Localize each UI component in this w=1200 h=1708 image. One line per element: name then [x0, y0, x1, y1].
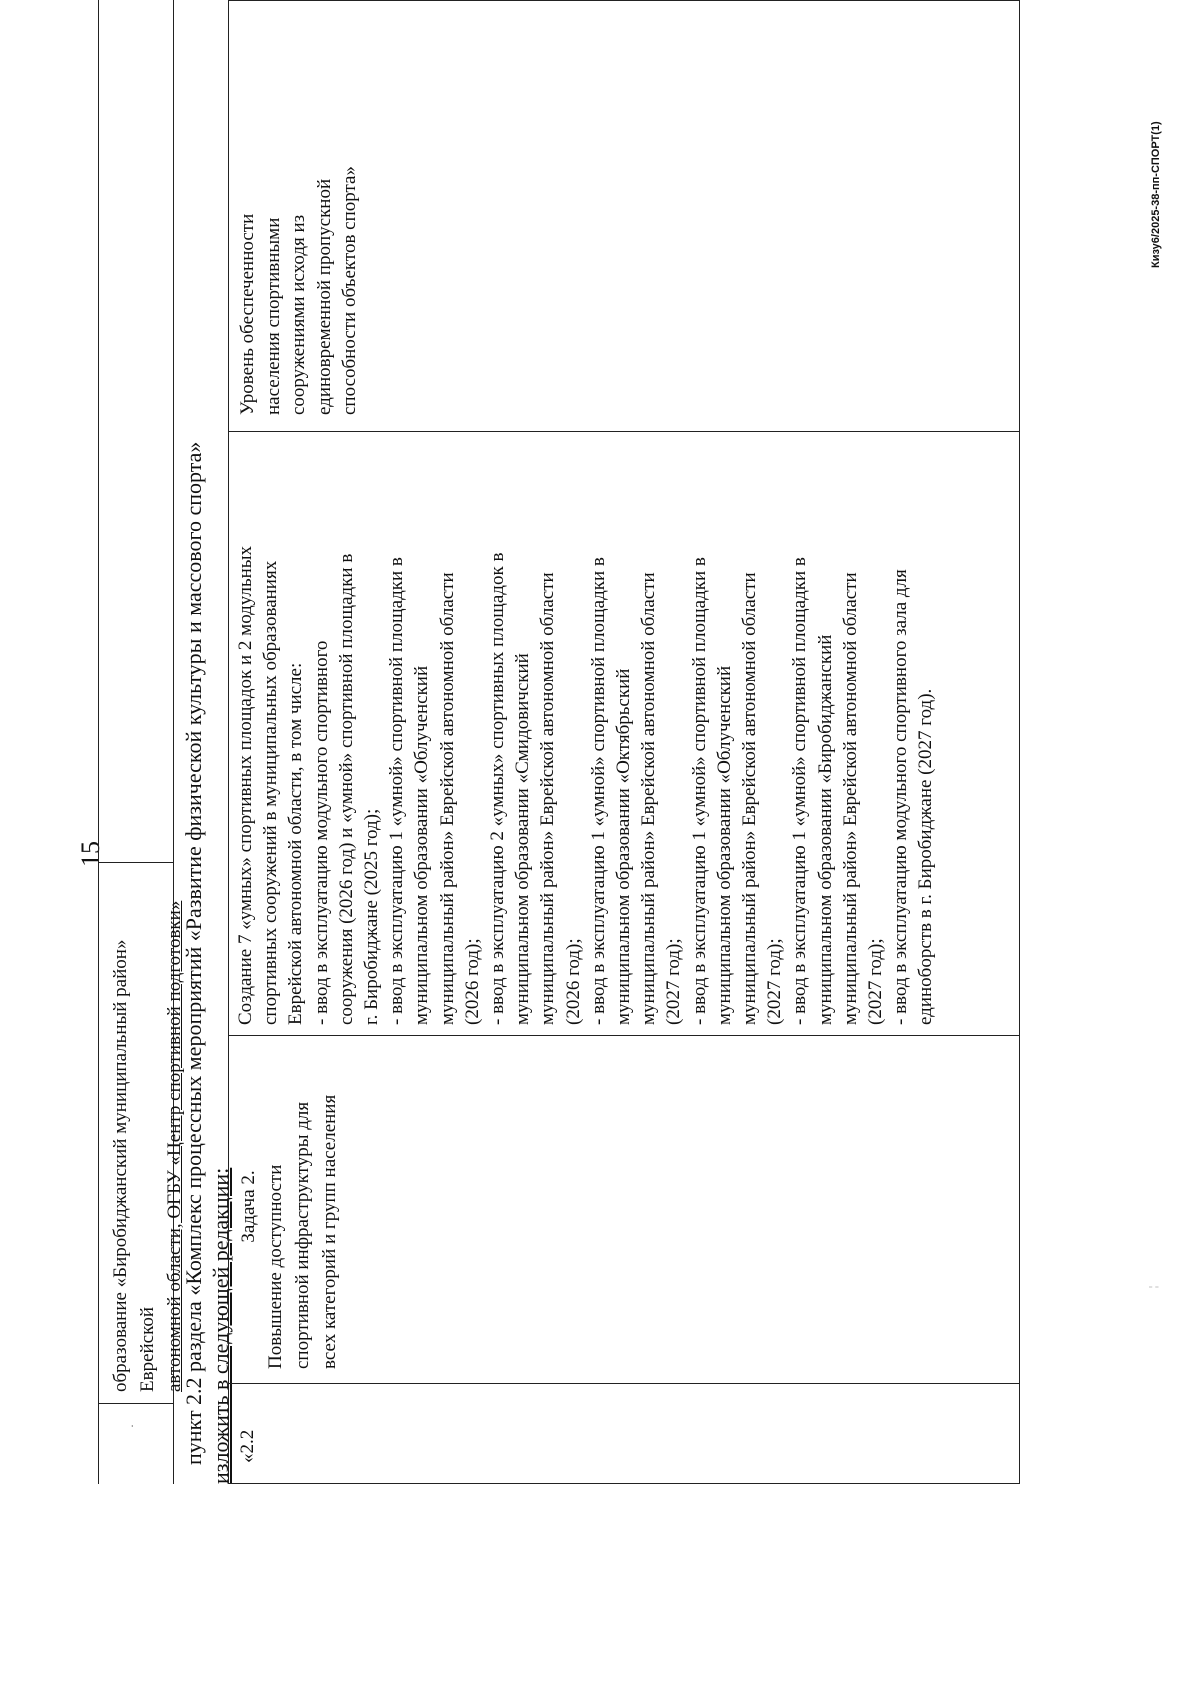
task-title: Задача 2.	[238, 1170, 259, 1243]
indicator-line: способности объектов спорта»	[339, 166, 360, 415]
executor-line-2: автономной области, ОГБУ «Центр спортивной подготовки»	[164, 900, 185, 1392]
activity-line: единоборств в г. Биробиджане (2027 год).	[915, 688, 937, 1025]
indicator-line: населения спортивными	[262, 217, 284, 415]
activity-line: (2027 год);	[663, 938, 685, 1025]
activity-line: (2026 год);	[461, 938, 483, 1025]
page-number: 15	[76, 841, 105, 867]
activity-line: - ввод в эксплуатацию 1 «умной» спортивной площадки в	[587, 557, 609, 1025]
scan-marks: ¦	[1148, 1285, 1159, 1288]
amendment-instruction: пункт 2.2 раздела «Комплекс процессных мероприятий «Развитие физической культуры и массового спорта»	[181, 441, 206, 1465]
indicator-line: Уровень обеспеченности	[237, 213, 258, 415]
activity-line: Создание 7 «умных» спортивных площадок и 2 модульных	[235, 545, 256, 1025]
continuation-empty-cell	[99, 0, 173, 862]
continuation-table	[98, 0, 185, 1484]
indicator-line: сооружениями исходя из	[288, 214, 309, 415]
task-description	[262, 1044, 343, 1369]
continuation-executor-cell	[99, 862, 185, 1404]
activity-line: г. Биробиджане (2025 год);	[361, 808, 383, 1025]
activity-line: - ввод в эксплуатацию 1 «умной» спортивной площадки в	[688, 557, 710, 1025]
activity-line: муниципальном образовании «Облученский	[713, 665, 735, 1025]
row-number-cell	[229, 1383, 1019, 1483]
activity-line: муниципальном образовании «Октябрьский	[613, 668, 635, 1025]
task-cell	[229, 1035, 1019, 1383]
measures-table	[228, 0, 1020, 1484]
activity-line: муниципальный район» Еврейской автономной области	[839, 572, 861, 1025]
task-line: спортивной инфраструктуры для	[292, 1101, 313, 1369]
activity-line: - ввод в эксплуатацию 2 «умных» спортивных площадок в	[487, 552, 509, 1025]
activity-line: - ввод в эксплуатацию модульного спортивного	[310, 640, 332, 1025]
executor-line-1: образование «Биробиджанский муниципальный район» Еврейской	[110, 939, 158, 1392]
indicator-line: единовременной пропускной	[313, 178, 335, 415]
activity-line: муниципальный район» Еврейской автономной области	[537, 572, 559, 1025]
activity-line: муниципальном образовании «Облученский	[411, 665, 433, 1025]
activity-line: (2026 год);	[562, 938, 584, 1025]
activity-line: муниципальном образовании «Смидовичский	[512, 653, 534, 1025]
activity-line: муниципальном образовании «Биробиджанский	[814, 634, 836, 1025]
activity-cell	[229, 431, 1019, 1035]
task-line: Повышение доступности	[265, 1164, 286, 1369]
continuation-number-cell	[99, 1403, 173, 1484]
activity-line: муниципальный район» Еврейской автономной области	[638, 572, 660, 1025]
row-number: «2.2	[237, 1429, 258, 1463]
activity-line: - ввод в эксплуатацию модульного спортивного зала для	[890, 569, 912, 1025]
activity-line: (2027 год);	[865, 938, 887, 1025]
activity-line: (2027 год);	[764, 938, 786, 1025]
indicator-cell	[229, 1, 1019, 431]
activity-line: спортивных сооружений в муниципальных образованиях	[260, 560, 282, 1025]
activity-line: - ввод в эксплуатацию 1 «умной» спортивной площадки в	[386, 557, 408, 1025]
activity-line: муниципальный район» Еврейской автономной области	[739, 572, 761, 1025]
activity-line: Еврейской автономной области, в том числе:	[285, 662, 307, 1025]
amendment-instruction-continuation: изложить в следующей редакции:	[208, 1167, 233, 1484]
task-line: всех категорий и групп населения	[319, 1094, 340, 1369]
activity-line: муниципальный район» Еврейской автономной области	[436, 572, 458, 1025]
activity-line: сооружения (2026 год) и «умной» спортивной площадки в	[335, 553, 357, 1025]
activity-line: - ввод в эксплуатацию 1 «умной» спортивной площадки в	[789, 557, 811, 1025]
scan-speck: ·	[125, 1424, 139, 1428]
document-stamp: Кизу6/2025-38-пп-СПОРТ(1)	[1150, 121, 1162, 268]
